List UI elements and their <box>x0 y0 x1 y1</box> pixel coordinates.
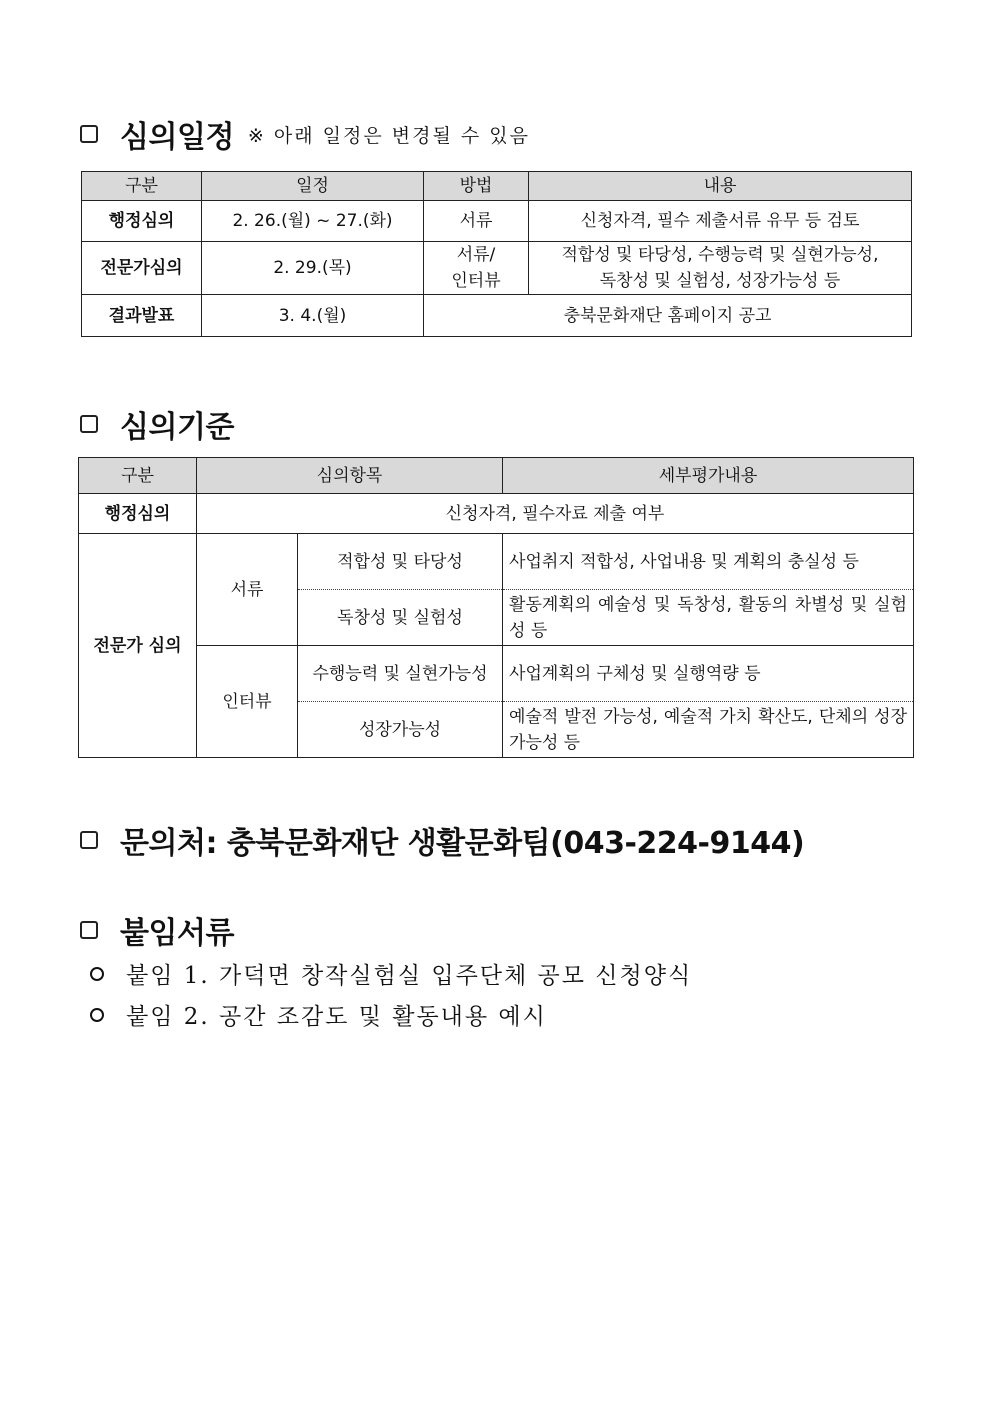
row-content <box>529 242 912 295</box>
table-header-row <box>79 458 914 494</box>
header-cell: 구분 <box>82 172 202 201</box>
checkbox-square-icon <box>80 125 98 143</box>
header-cell: 방법 <box>424 172 529 201</box>
circle-bullet-icon <box>90 967 104 981</box>
item-cell: 성장가능성 <box>298 702 503 758</box>
row-type: 결과발표 <box>82 295 202 337</box>
group-cell: 서류 <box>197 534 298 646</box>
row-method: 서류 <box>424 201 529 242</box>
content-line: 독창성 및 실험성, 성장가능성 등 <box>599 271 841 291</box>
section-contact-heading <box>80 818 804 862</box>
header-cell: 세부평가내용 <box>503 458 914 494</box>
detail-cell: 예술적 발전 가능성, 예술적 가치 확산도, 단체의 성장가능성 등 <box>503 702 914 758</box>
row-method <box>424 242 529 295</box>
contact-title: 문의처: 충북문화재단 생활문화팀(043-224-9144) <box>120 826 805 861</box>
table-row <box>82 242 912 295</box>
row-type: 행정심의 <box>82 201 202 242</box>
section-schedule-heading <box>80 112 530 156</box>
method-line: 인터뷰 <box>451 271 501 291</box>
header-cell: 구분 <box>79 458 197 494</box>
row-content: 신청자격, 필수자료 제출 여부 <box>197 494 914 534</box>
table-row <box>82 201 912 242</box>
schedule-table <box>81 171 912 337</box>
header-cell: 내용 <box>529 172 912 201</box>
criteria-table <box>78 457 914 758</box>
attachment-item <box>90 998 547 1031</box>
row-content: 충북문화재단 홈페이지 공고 <box>424 295 912 337</box>
section-criteria-heading <box>80 402 234 446</box>
item-cell: 수행능력 및 실현가능성 <box>298 646 503 702</box>
group-cell: 인터뷰 <box>197 646 298 758</box>
header-cell: 일정 <box>202 172 424 201</box>
detail-cell: 활동계획의 예술성 및 독창성, 활동의 차별성 및 실험성 등 <box>503 590 914 646</box>
item-cell: 독창성 및 실험성 <box>298 590 503 646</box>
section-title: 붙임서류 <box>120 916 234 951</box>
checkbox-square-icon <box>80 415 98 433</box>
attachment-label: 붙임 2. 공간 조감도 및 활동내용 예시 <box>126 1004 547 1030</box>
section-title: 심의기준 <box>120 410 234 445</box>
table-row <box>79 646 914 702</box>
schedule-note: ※ 아래 일정은 변경될 수 있음 <box>247 124 530 147</box>
circle-bullet-icon <box>90 1008 104 1022</box>
row-type: 전문가 심의 <box>79 534 197 758</box>
checkbox-square-icon <box>80 831 98 849</box>
table-header-row <box>82 172 912 201</box>
checkbox-square-icon <box>80 921 98 939</box>
table-row <box>82 295 912 337</box>
table-row <box>79 534 914 590</box>
attachment-item <box>90 957 692 990</box>
detail-cell: 사업취지 적합성, 사업내용 및 계획의 충실성 등 <box>503 534 914 590</box>
table-row <box>79 494 914 534</box>
attachment-label: 붙임 1. 가덕면 창작실험실 입주단체 공모 신청양식 <box>126 963 693 989</box>
header-cell: 심의항목 <box>197 458 503 494</box>
row-date: 2. 29.(목) <box>202 242 424 295</box>
row-date: 3. 4.(월) <box>202 295 424 337</box>
method-line: 서류/ <box>456 245 496 265</box>
section-attachments-heading <box>80 908 234 952</box>
row-content: 신청자격, 필수 제출서류 유무 등 검토 <box>529 201 912 242</box>
content-line: 적합성 및 타당성, 수행능력 및 실현가능성, <box>561 245 879 265</box>
detail-cell: 사업계획의 구체성 및 실행역량 등 <box>503 646 914 702</box>
item-cell: 적합성 및 타당성 <box>298 534 503 590</box>
row-type: 전문가심의 <box>82 242 202 295</box>
row-type: 행정심의 <box>79 494 197 534</box>
row-date: 2. 26.(월) ~ 27.(화) <box>202 201 424 242</box>
section-title: 심의일정 <box>120 120 234 155</box>
